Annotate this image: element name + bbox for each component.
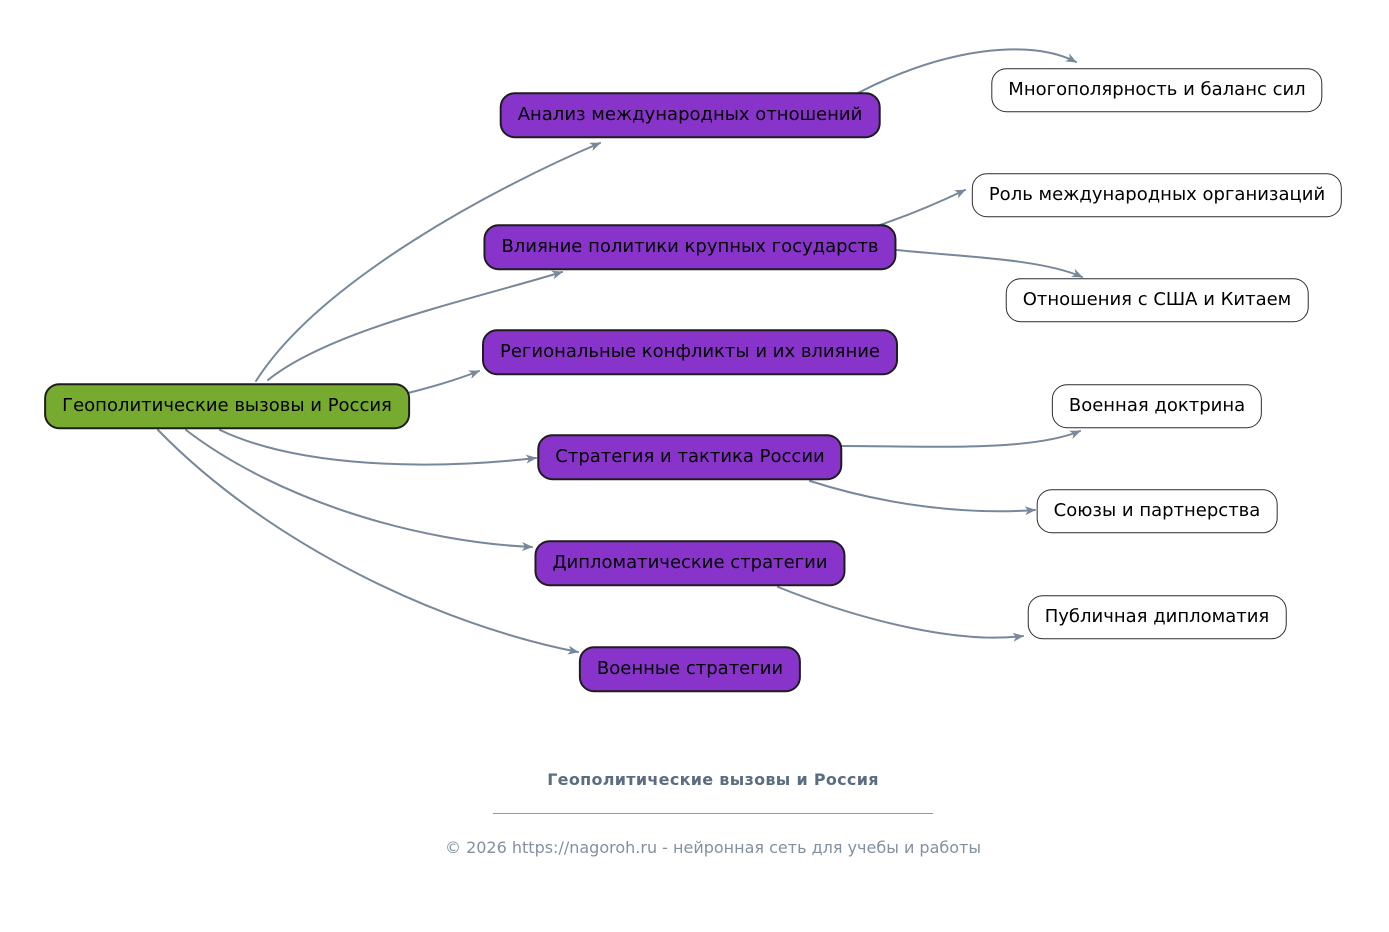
mindmap-node-b3[interactable]: Региональные конфликты и их влияние bbox=[482, 329, 898, 375]
mindmap-node-l5[interactable]: Союзы и партнерства bbox=[1037, 489, 1278, 533]
mindmap-node-l1[interactable]: Многополярность и баланс сил bbox=[991, 68, 1322, 112]
footer-divider bbox=[493, 813, 933, 814]
edge-b5-l6 bbox=[778, 587, 1023, 638]
mindmap-node-l6[interactable]: Публичная дипломатия bbox=[1028, 595, 1287, 639]
footer-copyright: © 2026 https://nagoroh.ru - нейронная сеть для учебы и работы bbox=[444, 838, 981, 857]
footer-title: Геополитические вызовы и Россия bbox=[547, 770, 879, 789]
mindmap-node-root[interactable]: Геополитические вызовы и Россия bbox=[44, 383, 410, 429]
edge-b2-l3 bbox=[897, 250, 1082, 277]
edge-root-b3 bbox=[408, 371, 479, 393]
mindmap-node-b5[interactable]: Дипломатические стратегии bbox=[534, 540, 845, 586]
edge-b2-l2 bbox=[880, 190, 965, 225]
edge-b4-l5 bbox=[810, 481, 1035, 511]
mindmap-node-l4[interactable]: Военная доктрина bbox=[1052, 384, 1262, 428]
edge-b4-l4 bbox=[841, 431, 1080, 447]
edge-root-b4 bbox=[220, 430, 536, 465]
mindmap-node-b4[interactable]: Стратегия и тактика России bbox=[537, 434, 842, 480]
footer bbox=[363, 770, 1063, 857]
mindmap-node-l3[interactable]: Отношения с США и Китаем bbox=[1006, 278, 1309, 322]
edge-root-b5 bbox=[186, 430, 532, 547]
mindmap-node-b2[interactable]: Влияние политики крупных государств bbox=[483, 224, 896, 270]
mindmap-node-b6[interactable]: Военные стратегии bbox=[579, 646, 801, 692]
mindmap-node-b1[interactable]: Анализ международных отношений bbox=[500, 92, 881, 138]
mindmap-node-l2[interactable]: Роль международных организаций bbox=[972, 173, 1342, 217]
